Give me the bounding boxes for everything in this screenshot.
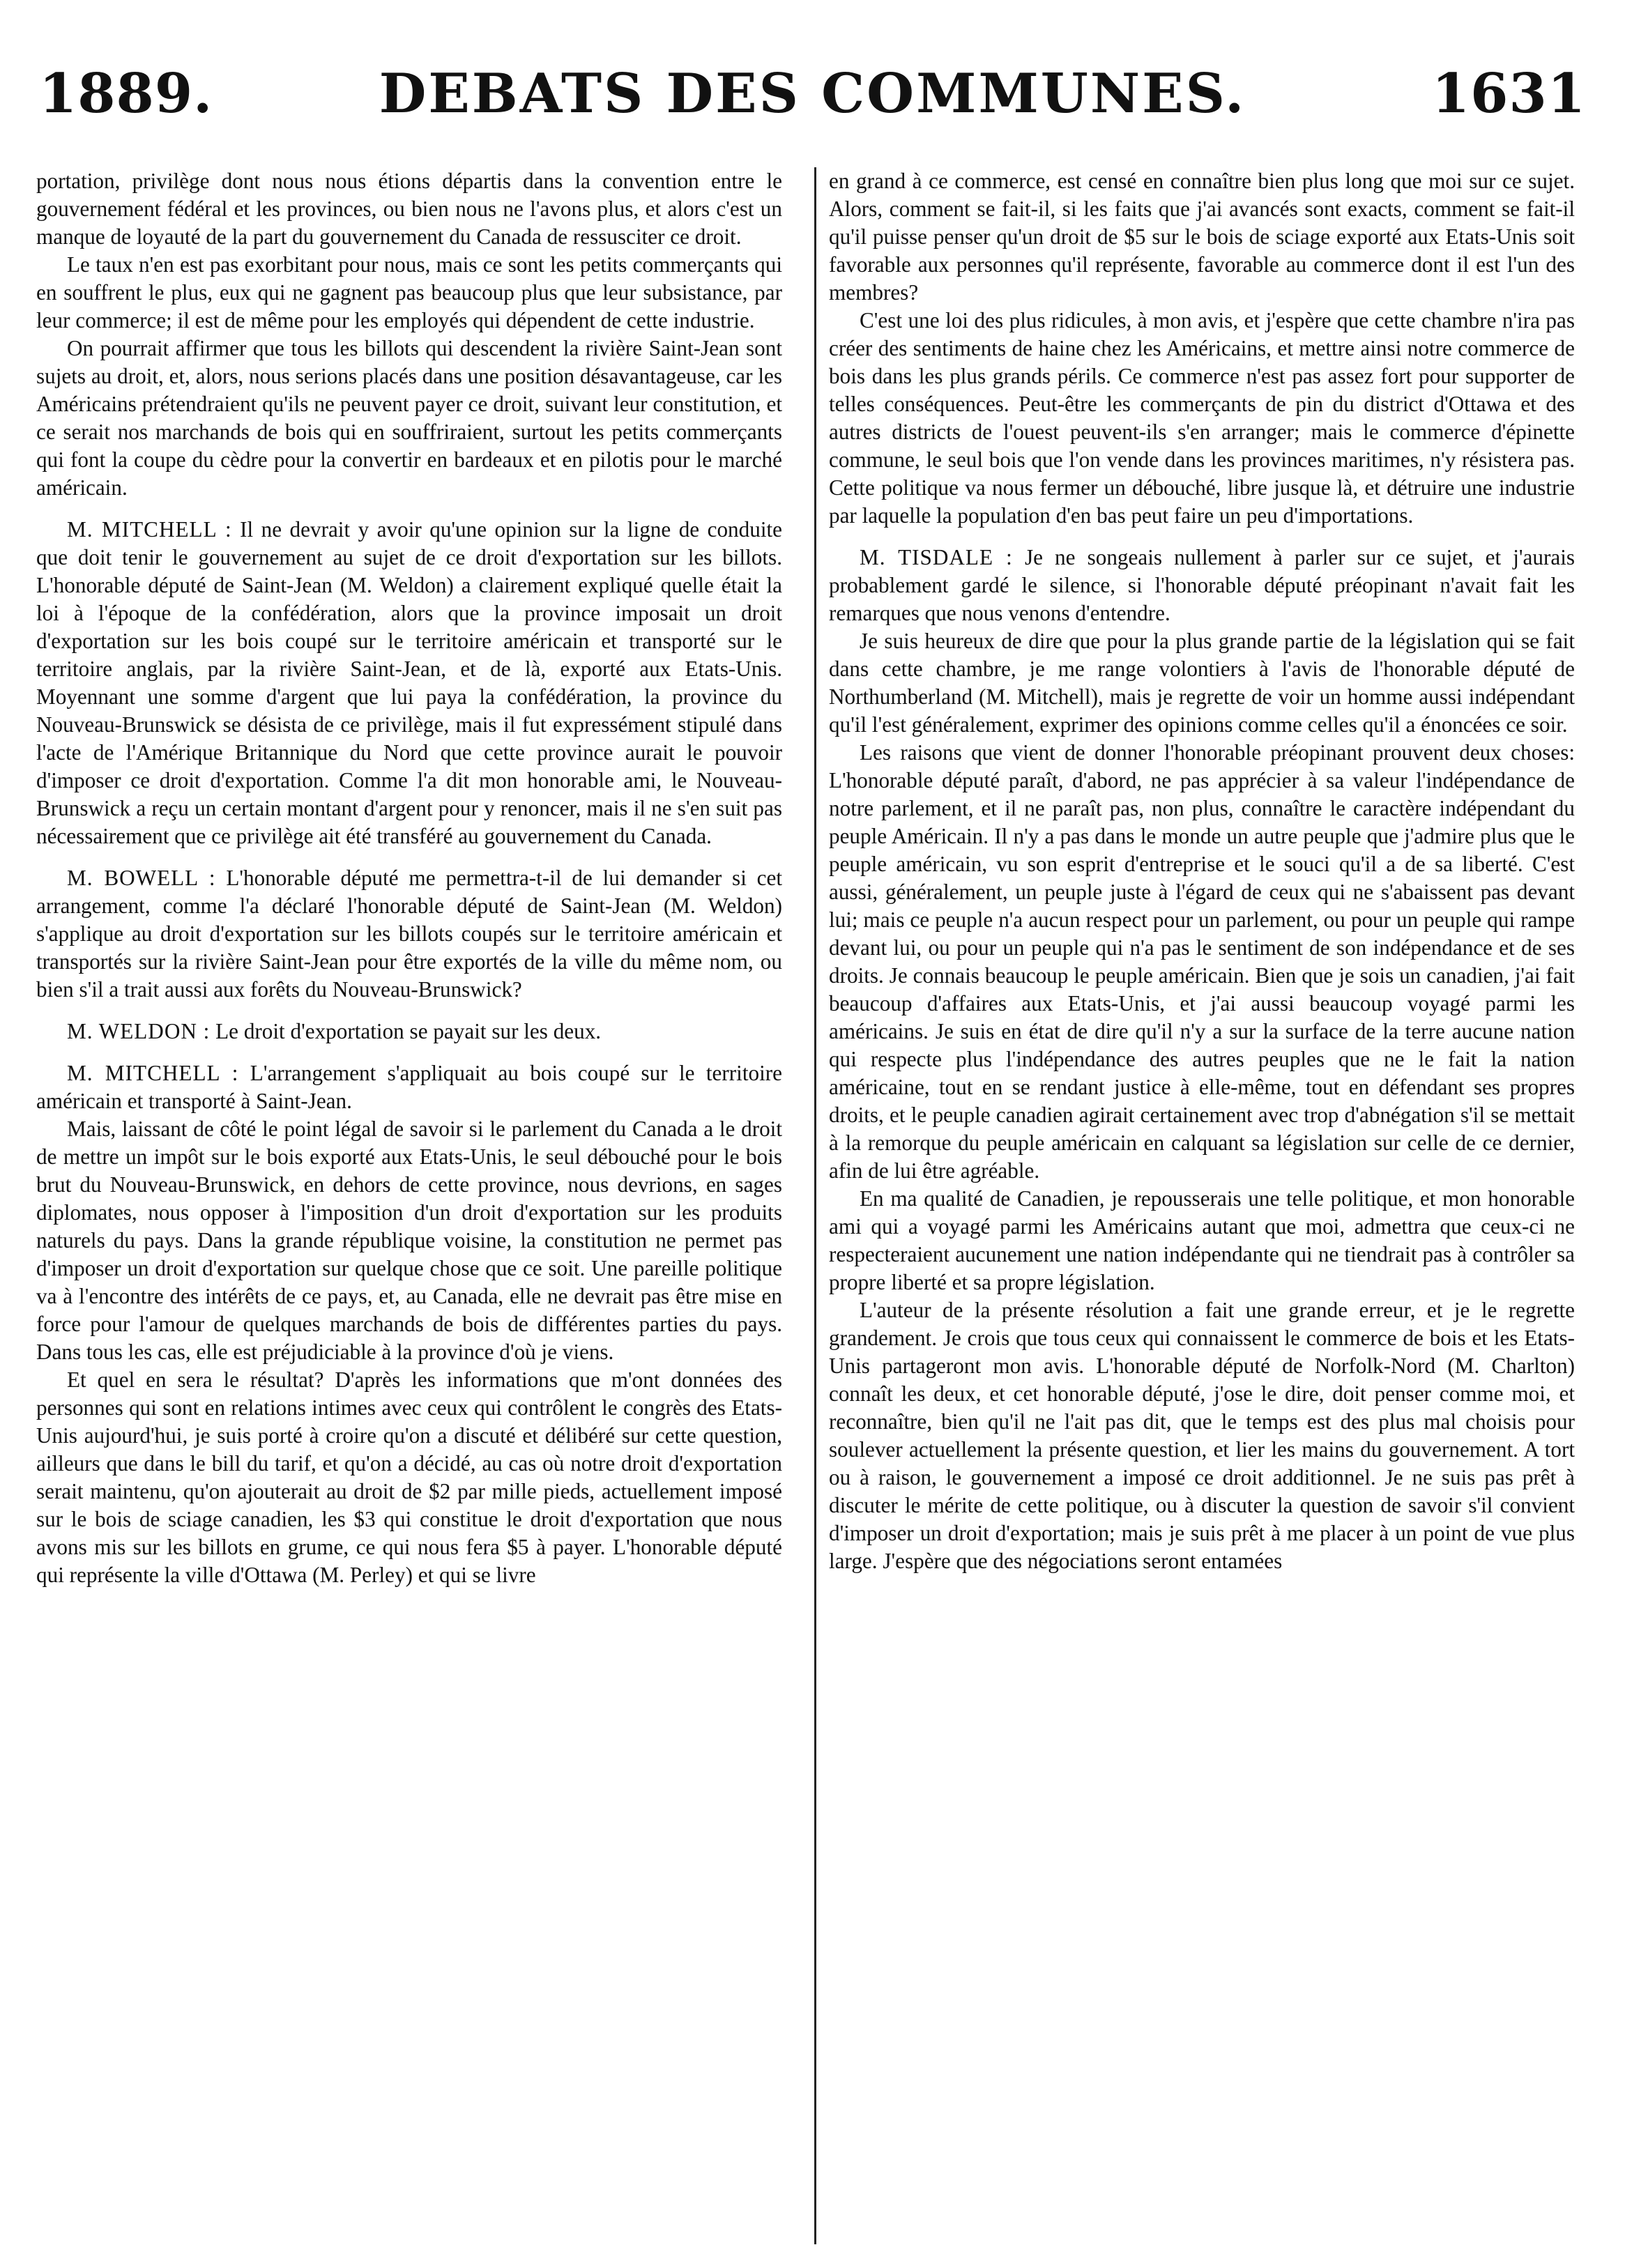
continued-paragraph	[829, 167, 1575, 307]
speech-paragraph	[829, 544, 1575, 627]
speech-paragraph	[36, 864, 782, 1004]
paragraph	[829, 739, 1575, 1185]
paragraph	[36, 335, 782, 502]
paragraph-text: L'arrangement s'appliquait au bois coupé sur le territoire américain et transporté à Saint-Jean.	[36, 1061, 782, 1113]
paragraph-text: On pourrait affirmer que tous les billots qui descendent la rivière Saint-Jean sont sujets au droit, et, alors, nous serions placés dans une position désavantageuse, car les Américains prétendraient qu'ils ne peuvent payer ce droit, suivant leur constitution, et ce serait nos marchands de bois qui en souffriraient, surtout les petits commerçants qui font la coupe du cèdre pour la convertir en bardeaux et en pilotis pour le marché américain.	[36, 336, 782, 500]
paragraph-text: En ma qualité de Canadien, je repousserais une telle politique, et mon honorable ami qui a voyagé parmi les Américains autant que moi, admettra que ceux-ci ne respecteraient aucunement une nation indépendante qui ne tiendrait pas à contrôler sa propre liberté et sa propre législation.	[829, 1186, 1575, 1294]
left-column	[36, 167, 782, 1589]
paragraph	[829, 1296, 1575, 1575]
paragraph-text: Le taux n'en est pas exorbitant pour nous, mais ce sont les petits commerçants qui en souffrent le plus, eux qui ne gagnent pas beaucoup plus que leur subsistance, par leur commerce; il est de même pour les employés qui dépendent de cette industrie.	[36, 252, 782, 332]
paragraph-text: Les raisons que vient de donner l'honorable préopinant prouvent deux choses: L'honorable député paraît, d'abord, ne pas apprécier à sa valeur l'indépendance de notre parlement, et il ne paraît pas, non plus, connaître le caractère indépendant du peuple Américain. Il n'y a pas dans le monde un autre peuple que j'admire plus que le peuple américain, vu son esprit d'entreprise et le souci qu'il a de sa liberté. C'est aussi, généralement, un peuple juste à l'égard de ceux qui ne s'abaissent pas devant lui; mais ce peuple n'a aucun respect pour un parlement, ou pour un peuple qui rampe devant lui, ou pour un peuple qui n'a pas le sentiment de son indépendance et de ses droits. Je connais beaucoup le peuple américain. Bien que je sois un canadien, j'ai fait beaucoup d'affaires aux Etats-Unis, et j'ai aussi beaucoup voyagé parmi les américains. Je suis en état de dire qu'il n'y a sur la surface de la terre aucune nation qui respecte plus l'indépendance des autres peuples que ne le fait la nation américaine, tout en se rendant justice à elle-même, tout en défendant ses propres droits, et le peuple canadien agirait certainement avec trop d'abnégation s'il se mettait à la remorque du peuple américain en calquant sa législation sur celle de ce dernier, afin de lui être agréable.	[829, 740, 1575, 1183]
paragraph-text: Je suis heureux de dire que pour la plus grande partie de la législation qui se fait dans cette chambre, je me range volontiers à l'avis de l'honorable député de Northumberland (M. Mitchell), mais je regrette de voir un homme aussi indépendant qu'il l'est généralement, exprimer des opinions comme celles qu'il a énoncées ce soir.	[829, 629, 1575, 737]
continued-paragraph	[36, 167, 782, 251]
speaker-name: M. WELDON :	[67, 1019, 211, 1043]
paragraph	[36, 251, 782, 335]
speech-paragraph	[36, 516, 782, 850]
paragraph	[36, 1115, 782, 1366]
paragraph	[829, 627, 1575, 739]
speech-paragraph	[36, 1059, 782, 1115]
column-divider	[814, 167, 816, 2244]
paragraph	[829, 307, 1575, 530]
paragraph-text: Il ne devrait y avoir qu'une opinion sur la ligne de conduite que doit tenir le gouvernement au sujet de ce droit d'exportation sur les billots. L'honorable député de Saint-Jean (M. Weldon) a clairement expliqué quelle était la loi à l'époque de la confédération, alors que la province imposait un droit d'exportation sur les bois coupé sur le territoire américain et transporté sur le territoire anglais, par la rivière Saint-Jean, et de là, exporté aux Etats-Unis. Moyennant une somme d'argent que lui paya la confédération, la province du Nouveau-Brunswick se désista de ce privilège, mais il fut expressément stipulé dans l'acte de l'Amérique Britannique du Nord que cette province aurait le pouvoir d'imposer ce droit d'exportation. Comme l'a dit mon honorable ami, le Nouveau-Brunswick a reçu un certain montant d'argent pour y renoncer, mais il ne s'en suit pas nécessairement que ce privilège ait été transféré au gouvernement du Canada.	[36, 517, 782, 848]
paragraph-text: L'honorable député me permettra-t-il de lui demander si cet arrangement, comme l'a déclaré l'honorable député de Saint-Jean (M. Weldon) s'applique au droit d'exportation sur les billots coupés sur le territoire américain et transportés sur la rivière Saint-Jean pour être exportés de la ville du même nom, ou bien s'il a trait aussi aux forêts du Nouveau-Brunswick?	[36, 866, 783, 1002]
paragraph-text: Je ne songeais nullement à parler sur ce sujet, et j'aurais probablement gardé le silence, si l'honorable député préopinant n'avait fait les remarques que nous venons d'entendre.	[829, 545, 1576, 625]
paragraph-text: C'est une loi des plus ridicules, à mon avis, et j'espère que cette chambre n'ira pas créer des sentiments de haine chez les Américains, et mettre ainsi notre commerce de bois dans les plus grands périls. Ce commerce n'est pas assez fort pour supporter de telles conséquences. Peut-être les commerçants de pin du district d'Ottawa et des autres districts de l'ouest peuvent-ils s'en arranger; mais le commerce d'épinette commune, le seul bois que l'on vende dans les provinces maritimes, n'y résistera pas. Cette politique va nous fermer un débouché, libre jusque là, et détruire une industrie par laquelle la population d'en bas peut faire un peu d'importations.	[829, 308, 1575, 528]
speaker-name: M. TISDALE :	[860, 545, 1013, 569]
paragraph	[36, 1366, 782, 1589]
paragraph	[829, 1185, 1575, 1296]
speaker-name: M. MITCHELL :	[67, 517, 232, 542]
paragraph-text: portation, privilège dont nous nous étions départis dans la convention entre le gouvernement fédéral et les provinces, ou bien nous ne l'avons plus, et alors c'est un manque de loyauté de la part du gouvernement du Canada de ressusciter ce droit.	[36, 169, 782, 249]
paragraph-text: Et quel en sera le résultat? D'après les informations que m'ont données des personnes qui sont en relations intimes avec ceux qui contrôlent le congrès des Etats-Unis aujourd'hui, je suis porté à croire qu'on a discuté et délibéré sur cette question, ailleurs que dans le bill du tarif, et qu'on a décidé, au cas où notre droit d'exportation serait maintenu, qu'on ajouterait au droit de $2 par mille pieds, actuellement imposé sur le bois de sciage canadien, les $3 qui constitue le droit d'exportation que nous avons mis sur les billots en grume, ce qui nous fera $5 à payer. L'honorable député qui représente la ville d'Ottawa (M. Perley) et qui se livre	[36, 1367, 782, 1587]
paragraph-text: en grand à ce commerce, est censé en connaître bien plus long que moi sur ce sujet. Alors, comment se fait-il, si les faits que j'ai avancés sont exacts, comment se fait-il qu'il puisse penser qu'un droit de $5 sur le bois de sciage exporté aux Etats-Unis soit favorable aux personnes qu'il représente, favorable au commerce dont il est l'un des membres?	[829, 169, 1575, 305]
page-number: 1631	[1431, 62, 1586, 125]
speaker-name: M. BOWELL :	[67, 866, 216, 890]
speaker-name: M. MITCHELL :	[67, 1061, 239, 1085]
year-label: 1889.	[39, 62, 213, 125]
paragraph-text: Mais, laissant de côté le point légal de savoir si le parlement du Canada a le droit de mettre un impôt sur le bois exporté aux Etats-Unis, le seul débouché pour le bois brut du Nouveau-Brunswick, en dehors de cette province, nous devrions, en sages diplomates, nous opposer à l'imposition d'un droit d'exportation sur les produits naturels du pays. Dans la grande république voisine, la constitution ne permet pas d'imposer un droit d'exportation sur quelque chose que ce soit. Une pareille politique va à l'encontre des intérêts de ce pays, et, au Canada, elle ne devrait pas être mise en force pour l'amour de quelques marchands de bois de différentes parties du pays. Dans tous les cas, elle est préjudiciable à la province d'où je viens.	[36, 1117, 782, 1364]
right-column	[829, 167, 1575, 1575]
page-header	[39, 56, 1586, 132]
speech-paragraph	[36, 1018, 782, 1045]
paragraph-text: L'auteur de la présente résolution a fait une grande erreur, et je le regrette grandement. Je crois que tous ceux qui connaissent le commerce de bois et les Etats-Unis partageront mon avis. L'honorable député de Norfolk-Nord (M. Charlton) connaît les deux, et cet honorable député, j'ose le dire, doit penser comme moi, et reconnaître, bien qu'il ne l'ait pas dit, que le temps est des plus mal choisis pour soulever actuellement la présente question, et lier les mains du gouvernement. A tort ou à raison, le gouvernement a imposé ce droit additionnel. Je ne suis pas prêt à discuter le mérite de cette politique, ou à discuter la question de savoir s'il convient d'imposer un droit d'exportation; mais je suis prêt à me placer à un point de vue plus large. J'espère que des négociations seront entamées	[829, 1298, 1575, 1573]
paragraph-text: Le droit d'exportation se payait sur les deux.	[215, 1019, 602, 1043]
running-title: DEBATS DES COMMUNES.	[379, 62, 1246, 125]
